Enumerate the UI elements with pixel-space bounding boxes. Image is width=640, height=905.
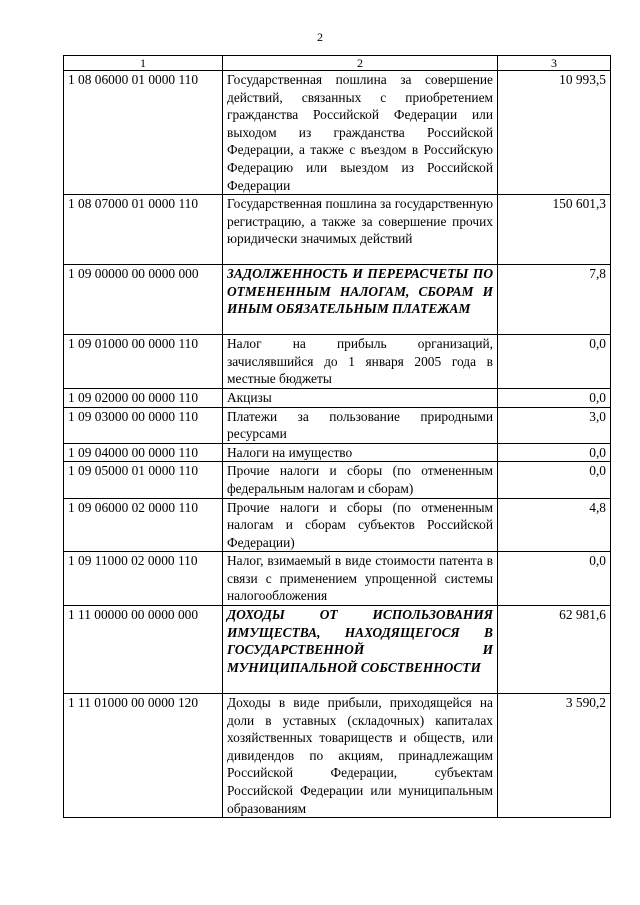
- table-row: [64, 552, 611, 606]
- item-name: Прочие налоги и сборы (по отмененным налогам и сборам субъектов Российской Федерации): [223, 498, 498, 552]
- table-row: [64, 71, 611, 195]
- column-header-name: 2: [223, 56, 498, 71]
- item-amount: 10 993,5: [498, 71, 611, 195]
- column-header-code: 1: [64, 56, 223, 71]
- item-amount: 0,0: [498, 388, 611, 407]
- item-amount: 3 590,2: [498, 694, 611, 818]
- item-amount: 0,0: [498, 443, 611, 462]
- budget-code: 1 08 07000 01 0000 110: [64, 195, 223, 265]
- item-name: Акцизы: [223, 388, 498, 407]
- budget-code: 1 09 00000 00 0000 000: [64, 265, 223, 335]
- budget-code: 1 11 01000 00 0000 120: [64, 694, 223, 818]
- budget-code: 1 09 03000 00 0000 110: [64, 407, 223, 443]
- item-name: Налог на прибыль организаций, зачислявшийся до 1 января 2005 года в местные бюджеты: [223, 335, 498, 389]
- table-row: [64, 407, 611, 443]
- section-name: ЗАДОЛЖЕННОСТЬ И ПЕРЕРАСЧЕТЫ ПО ОТМЕНЕННЫМ НАЛОГАМ, СБОРАМ И ИНЫМ ОБЯЗАТЕЛЬНЫМ ПЛАТЕЖАМ: [223, 265, 498, 335]
- column-header-amount: 3: [498, 56, 611, 71]
- item-amount: 4,8: [498, 498, 611, 552]
- item-amount: 62 981,6: [498, 606, 611, 694]
- table-row: [64, 498, 611, 552]
- budget-code: 1 08 06000 01 0000 110: [64, 71, 223, 195]
- table-row: [64, 443, 611, 462]
- table-row-section: [64, 265, 611, 335]
- item-amount: 7,8: [498, 265, 611, 335]
- item-name: Доходы в виде прибыли, приходящейся на доли в уставных (складочных) капиталах хозяйственных товариществ и обществ, или дивидендов по акциям, принадлежащим Российской Федерации, субъектам Российской Федерации или муниципальным образованиям: [223, 694, 498, 818]
- item-name: Прочие налоги и сборы (по отмененным федеральным налогам и сборам): [223, 462, 498, 498]
- table-row-section: [64, 606, 611, 694]
- item-amount: 0,0: [498, 335, 611, 389]
- table-row: [64, 335, 611, 389]
- table-row: [64, 462, 611, 498]
- budget-code: 1 09 02000 00 0000 110: [64, 388, 223, 407]
- item-name: Налоги на имущество: [223, 443, 498, 462]
- table-row: [64, 694, 611, 818]
- item-name: Государственная пошлина за государственную регистрацию, а также за совершение прочих юридически значимых действий: [223, 195, 498, 265]
- table-row: [64, 195, 611, 265]
- item-name: Государственная пошлина за совершение действий, связанных с приобретением гражданства Российской Федерации или выходом из гражданства Российской Федерации, а также с въездом в Российскую Федерацию или выездом из Российской Федерации: [223, 71, 498, 195]
- section-name: ДОХОДЫ ОТ ИСПОЛЬЗОВАНИЯ ИМУЩЕСТВА, НАХОДЯЩЕГОСЯ В ГОСУДАРСТВЕННОЙ И МУНИЦИПАЛЬНОЙ СОБСТВЕННОСТИ: [223, 606, 498, 694]
- revenue-table: [63, 55, 611, 818]
- page-number: 2: [317, 30, 323, 44]
- item-amount: 0,0: [498, 462, 611, 498]
- budget-code: 1 09 05000 01 0000 110: [64, 462, 223, 498]
- item-name: Налог, взимаемый в виде стоимости патента в связи с применением упрощенной системы налогообложения: [223, 552, 498, 606]
- item-amount: 3,0: [498, 407, 611, 443]
- item-amount: 0,0: [498, 552, 611, 606]
- item-amount: 150 601,3: [498, 195, 611, 265]
- item-name: Платежи за пользование природными ресурсами: [223, 407, 498, 443]
- table-row: [64, 388, 611, 407]
- budget-code: 1 11 00000 00 0000 000: [64, 606, 223, 694]
- budget-code: 1 09 04000 00 0000 110: [64, 443, 223, 462]
- budget-code: 1 09 01000 00 0000 110: [64, 335, 223, 389]
- budget-code: 1 09 06000 02 0000 110: [64, 498, 223, 552]
- table-header-row: [64, 56, 611, 71]
- budget-code: 1 09 11000 02 0000 110: [64, 552, 223, 606]
